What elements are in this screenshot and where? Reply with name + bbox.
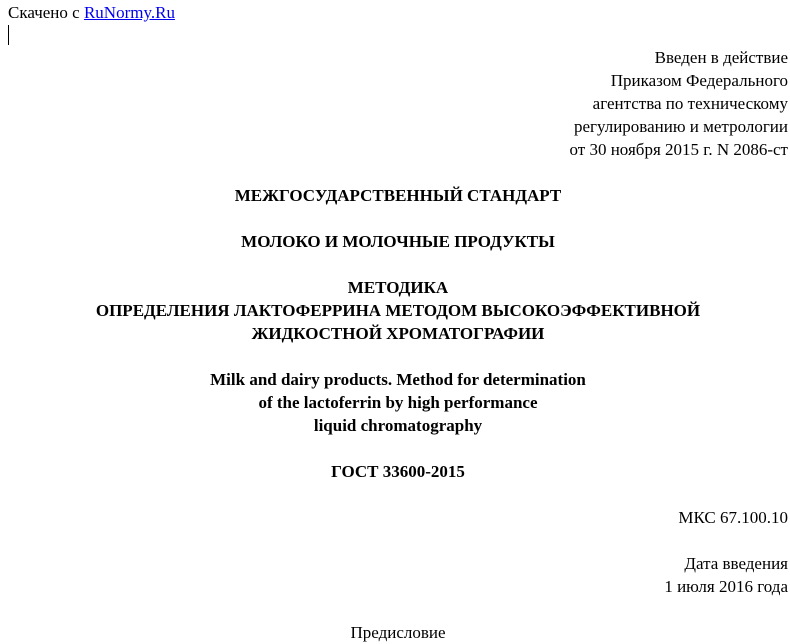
enactment-line: от 30 ноября 2015 г. N 2086-ст	[569, 140, 788, 159]
introduction-date	[664, 552, 788, 598]
product-title: МОЛОКО И МОЛОЧНЫЕ ПРОДУКТЫ	[241, 232, 555, 251]
introduction-date-value: 1 июля 2016 года	[664, 577, 788, 596]
source-prefix: Скачено с	[8, 3, 84, 22]
english-title-line: Milk and dairy products. Method for determination	[210, 370, 586, 389]
method-title-line: ОПРЕДЕЛЕНИЯ ЛАКТОФЕРРИНА МЕТОДОМ ВЫСОКОЭФФЕКТИВНОЙ	[95, 301, 701, 320]
method-title	[0, 276, 790, 345]
gost-number: ГОСТ 33600-2015	[331, 462, 465, 481]
text-cursor	[8, 25, 9, 45]
enactment-block	[570, 46, 789, 161]
standard-type: МЕЖГОСУДАРСТВЕННЫЙ СТАНДАРТ	[234, 186, 562, 205]
english-title	[0, 368, 790, 437]
method-title-line: МЕТОДИКА	[347, 278, 449, 297]
source-line	[8, 1, 175, 24]
runormy-link[interactable]: RuNormy.Ru	[83, 3, 175, 22]
enactment-line: Приказом Федерального	[610, 71, 788, 90]
enactment-line: агентства по техническому	[592, 94, 788, 113]
mks-code: МКС 67.100.10	[678, 508, 788, 527]
introduction-date-label: Дата введения	[684, 554, 788, 573]
method-title-line: ЖИДКОСТНОЙ ХРОМАТОГРАФИИ	[251, 324, 545, 343]
foreword-heading: Предисловие	[350, 623, 446, 642]
english-title-line: liquid chromatography	[313, 416, 483, 435]
enactment-line: регулированию и метрологии	[573, 117, 788, 136]
english-title-line: of the lactoferrin by high performance	[258, 393, 538, 412]
enactment-line: Введен в действие	[654, 48, 788, 67]
